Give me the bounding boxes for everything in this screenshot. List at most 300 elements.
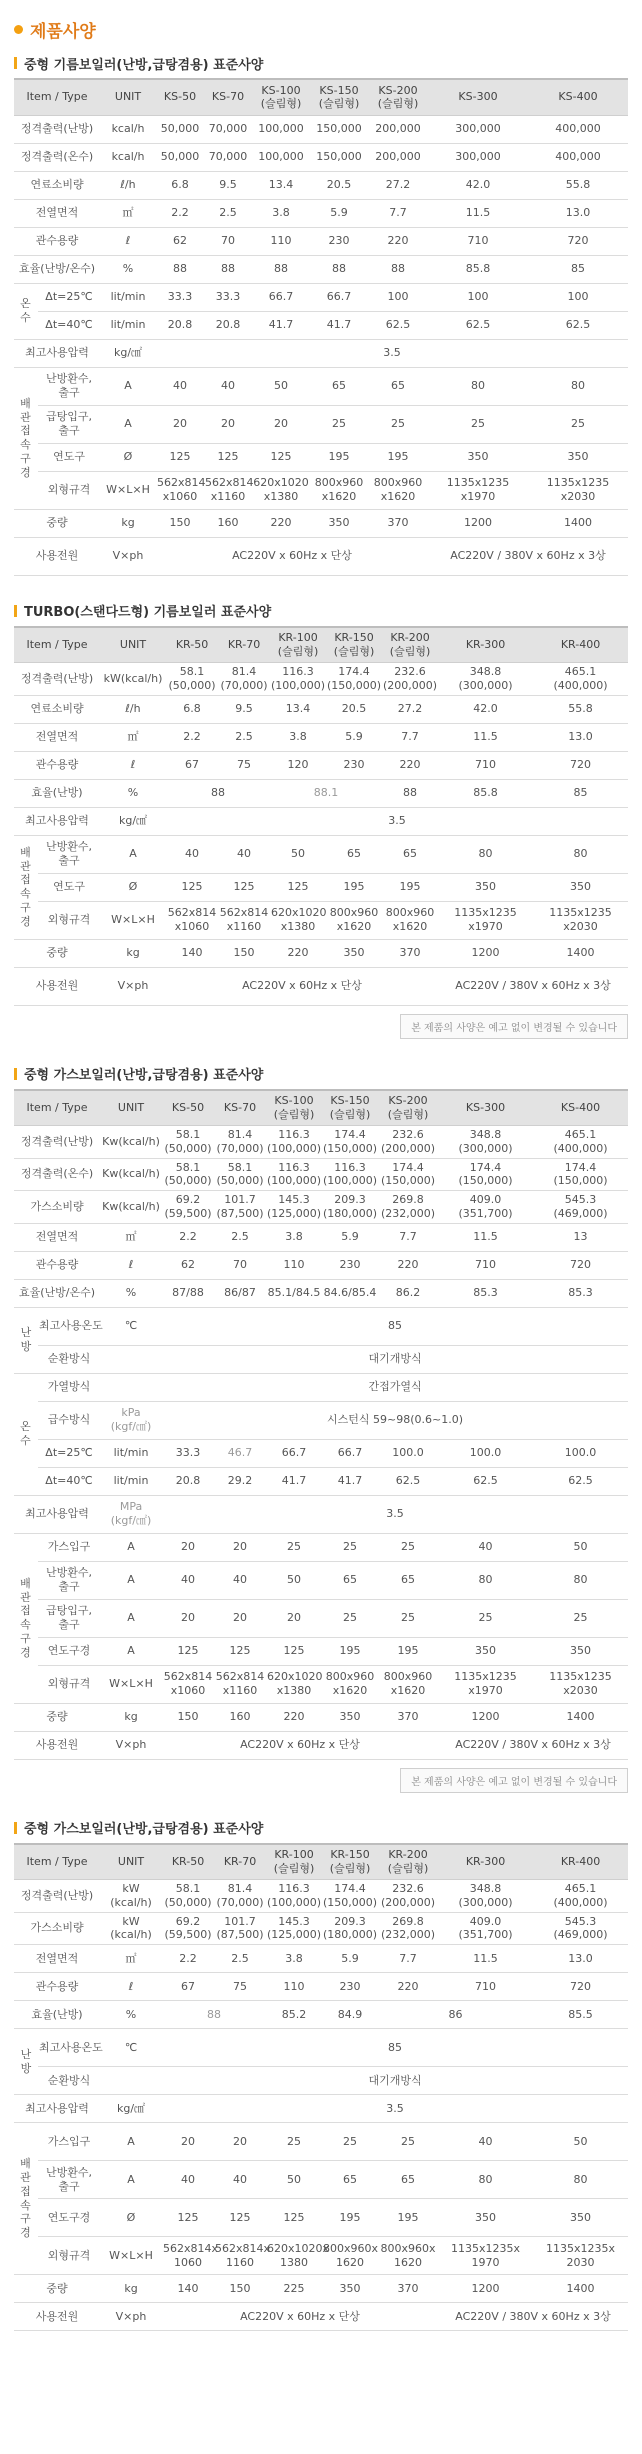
section-title-text: 중형 가스보일러(난방,급탕겸용) 표준사양 bbox=[24, 1068, 264, 1083]
table-row bbox=[14, 115, 628, 143]
value-cell: 1135x1235 x2030 bbox=[533, 1665, 628, 1703]
table-header-row bbox=[14, 1844, 628, 1880]
value-cell: AC220V / 380V x 60Hz x 3상 bbox=[438, 967, 628, 1005]
header-cell: KR-150 (슬림형) bbox=[322, 1844, 378, 1880]
row-label: 사용전원 bbox=[14, 537, 100, 575]
unit-cell: ℓ/h bbox=[100, 695, 166, 723]
value-cell: 101.7 (87,500) bbox=[214, 1191, 266, 1224]
unit-cell: W×L×H bbox=[100, 1665, 162, 1703]
header-cell: KS-50 bbox=[162, 1090, 214, 1126]
value-cell: 195 bbox=[378, 2199, 438, 2237]
value-cell: 5.9 bbox=[322, 1945, 378, 1973]
value-cell: 40 bbox=[438, 2123, 533, 2161]
value-cell: 100,000 bbox=[252, 115, 310, 143]
value-cell: 125 bbox=[162, 1637, 214, 1665]
row-label: 난방환수,출구 bbox=[38, 2161, 100, 2199]
value-cell: 20.5 bbox=[310, 171, 368, 199]
table-row bbox=[14, 939, 628, 967]
unit-cell: ℓ bbox=[100, 1973, 162, 2001]
unit-cell: A bbox=[100, 835, 166, 873]
value-cell: 562x814 x1060 bbox=[162, 1665, 214, 1703]
row-label: 최고사용압력 bbox=[14, 807, 100, 835]
value-cell: 1400 bbox=[533, 1703, 628, 1731]
value-cell: 1400 bbox=[533, 2275, 628, 2303]
unit-cell: kcal/h bbox=[100, 115, 156, 143]
group-label: 배관접속구경 bbox=[14, 1533, 38, 1703]
value-cell: 232.6 (200,000) bbox=[378, 1126, 438, 1159]
unit-cell bbox=[100, 1373, 162, 1401]
value-cell: 101.7 (87,500) bbox=[214, 1912, 266, 1945]
value-cell: 58.1 (50,000) bbox=[162, 1158, 214, 1191]
value-cell: 720 bbox=[528, 227, 628, 255]
row-label: Δt=25℃ bbox=[38, 283, 100, 311]
value-cell: 80 bbox=[533, 835, 628, 873]
value-cell: 710 bbox=[438, 751, 533, 779]
header-cell: KR-200 (슬림형) bbox=[382, 627, 438, 663]
header-cell: KR-200 (슬림형) bbox=[378, 1844, 438, 1880]
row-label: 최고사용압력 bbox=[14, 1495, 100, 1533]
value-cell: 230 bbox=[322, 1251, 378, 1279]
value-cell: 232.6 (200,000) bbox=[382, 663, 438, 696]
value-cell: 350 bbox=[310, 509, 368, 537]
header-cell: Item / Type bbox=[14, 627, 100, 663]
table-row bbox=[14, 255, 628, 283]
header-cell: UNIT bbox=[100, 1844, 162, 1880]
unit-cell: kg/㎠ bbox=[100, 339, 156, 367]
value-cell: 125 bbox=[204, 443, 252, 471]
value-cell: 562x814 x1160 bbox=[204, 471, 252, 509]
value-cell: 2.2 bbox=[156, 199, 204, 227]
value-cell: 620x1020 x1380 bbox=[270, 901, 326, 939]
value-cell: 25 bbox=[428, 405, 528, 443]
value-cell: 160 bbox=[204, 509, 252, 537]
value-cell: 41.7 bbox=[266, 1467, 322, 1495]
value-cell: 200,000 bbox=[368, 143, 428, 171]
oil-boiler-spec-table bbox=[14, 78, 628, 576]
value-cell: 1200 bbox=[438, 939, 533, 967]
row-label: 순환방식 bbox=[38, 1345, 100, 1373]
value-cell: 50 bbox=[270, 835, 326, 873]
value-cell: 800x960x 1620 bbox=[378, 2237, 438, 2275]
unit-cell bbox=[100, 2067, 162, 2095]
value-cell: 350 bbox=[438, 1637, 533, 1665]
value-cell: 25 bbox=[322, 1533, 378, 1561]
table-row bbox=[14, 1191, 628, 1224]
notice-text: 본 제품의 사양은 예고 없이 변경될 수 있습니다 bbox=[400, 1014, 628, 1039]
value-cell: 174.4 (150,000) bbox=[322, 1880, 378, 1913]
row-label: 전열면적 bbox=[14, 1945, 100, 1973]
value-cell: 5.9 bbox=[322, 1223, 378, 1251]
unit-cell: kg bbox=[100, 509, 156, 537]
value-cell: 125 bbox=[156, 443, 204, 471]
value-cell: 116.3 (100,000) bbox=[266, 1880, 322, 1913]
header-cell: Item / Type bbox=[14, 1844, 100, 1880]
oil-boiler-section-title bbox=[14, 54, 628, 72]
value-cell: 409.0 (351,700) bbox=[438, 1191, 533, 1224]
table-row bbox=[14, 2199, 628, 2237]
value-cell: 1200 bbox=[438, 2275, 533, 2303]
value-cell: 2.5 bbox=[218, 723, 270, 751]
value-cell: 710 bbox=[428, 227, 528, 255]
value-cell: 3.5 bbox=[162, 1495, 628, 1533]
value-cell: 2.5 bbox=[204, 199, 252, 227]
unit-cell: kcal/h bbox=[100, 143, 156, 171]
value-cell: 11.5 bbox=[438, 723, 533, 751]
unit-cell: W×L×H bbox=[100, 471, 156, 509]
value-cell: 55.8 bbox=[528, 171, 628, 199]
value-cell: 3.8 bbox=[252, 199, 310, 227]
value-cell: 7.7 bbox=[382, 723, 438, 751]
header-cell: KS-300 bbox=[438, 1090, 533, 1126]
value-cell: 70,000 bbox=[204, 115, 252, 143]
header-cell: UNIT bbox=[100, 627, 166, 663]
value-cell: 465.1 (400,000) bbox=[533, 1880, 628, 1913]
value-cell: 66.7 bbox=[266, 1439, 322, 1467]
value-cell: 350 bbox=[322, 1703, 378, 1731]
value-cell: 269.8 (232,000) bbox=[378, 1912, 438, 1945]
table-row bbox=[14, 695, 628, 723]
value-cell: 150 bbox=[214, 2275, 266, 2303]
table-row bbox=[14, 339, 628, 367]
value-cell: 85.8 bbox=[438, 779, 533, 807]
value-cell: 70 bbox=[204, 227, 252, 255]
value-cell: 209.3 (180,000) bbox=[322, 1191, 378, 1224]
group-label: 배관접속구경 bbox=[14, 367, 38, 509]
value-cell: 174.4 (150,000) bbox=[322, 1126, 378, 1159]
table-row bbox=[14, 1279, 628, 1307]
value-cell: 3.5 bbox=[162, 2095, 628, 2123]
value-cell: 800x960 x1620 bbox=[326, 901, 382, 939]
unit-cell: A bbox=[100, 1561, 162, 1599]
value-cell: 125 bbox=[218, 873, 270, 901]
unit-cell: ㎡ bbox=[100, 1223, 162, 1251]
value-cell: 62.5 bbox=[528, 311, 628, 339]
row-label: 효율(난방) bbox=[14, 779, 100, 807]
unit-cell bbox=[100, 1345, 162, 1373]
value-cell: 84.9 bbox=[322, 2001, 378, 2029]
value-cell: 67 bbox=[162, 1973, 214, 2001]
header-cell: Item / Type bbox=[14, 1090, 100, 1126]
row-label: 중량 bbox=[14, 939, 100, 967]
value-cell: 350 bbox=[438, 2199, 533, 2237]
unit-cell: ㎡ bbox=[100, 199, 156, 227]
value-cell: 116.3 (100,000) bbox=[322, 1158, 378, 1191]
value-cell: 2.2 bbox=[166, 723, 218, 751]
header-cell: Item / Type bbox=[14, 79, 100, 115]
value-cell: AC220V / 380V x 60Hz x 3상 bbox=[428, 537, 628, 575]
row-label: 연도구경 bbox=[38, 1637, 100, 1665]
value-cell: 230 bbox=[326, 751, 382, 779]
value-cell: AC220V / 380V x 60Hz x 3상 bbox=[438, 2303, 628, 2331]
header-cell: KR-50 bbox=[166, 627, 218, 663]
value-cell: AC220V / 380V x 60Hz x 3상 bbox=[438, 1731, 628, 1759]
header-cell: KS-300 bbox=[428, 79, 528, 115]
unit-cell: Ø bbox=[100, 443, 156, 471]
section-title-text: TURBO(스탠다드형) 기름보일러 표준사양 bbox=[24, 605, 272, 620]
row-label: 효율(난방/온수) bbox=[14, 1279, 100, 1307]
unit-cell: ℓ/h bbox=[100, 171, 156, 199]
value-cell: 40 bbox=[438, 1533, 533, 1561]
value-cell: 562x814 x1060 bbox=[166, 901, 218, 939]
table-row bbox=[14, 807, 628, 835]
value-cell: 800x960 x1620 bbox=[378, 1665, 438, 1703]
unit-cell: ℓ bbox=[100, 227, 156, 255]
value-cell: 80 bbox=[438, 2161, 533, 2199]
value-cell: 1135x1235x 2030 bbox=[533, 2237, 628, 2275]
value-cell: 58.1 (50,000) bbox=[166, 663, 218, 696]
value-cell: 대기개방식 bbox=[162, 1345, 628, 1373]
table-row bbox=[14, 1599, 628, 1637]
value-cell: 100 bbox=[368, 283, 428, 311]
table-row bbox=[14, 143, 628, 171]
value-cell: 220 bbox=[378, 1973, 438, 2001]
table-row bbox=[14, 2237, 628, 2275]
table-row bbox=[14, 1703, 628, 1731]
value-cell: 195 bbox=[382, 873, 438, 901]
gas-boiler-kr-section-title bbox=[14, 1819, 628, 1837]
value-cell: 150 bbox=[156, 509, 204, 537]
value-cell: 720 bbox=[533, 751, 628, 779]
value-cell: 225 bbox=[266, 2275, 322, 2303]
value-cell: 88 bbox=[382, 779, 438, 807]
unit-cell: V×ph bbox=[100, 1731, 162, 1759]
value-cell: 125 bbox=[270, 873, 326, 901]
value-cell: 50 bbox=[533, 1533, 628, 1561]
value-cell: 350 bbox=[528, 443, 628, 471]
unit-cell: lit/min bbox=[100, 283, 156, 311]
value-cell: 125 bbox=[266, 2199, 322, 2237]
row-label: 효율(난방) bbox=[14, 2001, 100, 2029]
value-cell: 85 bbox=[528, 255, 628, 283]
value-cell: 800x960 x1620 bbox=[322, 1665, 378, 1703]
header-cell: KR-50 bbox=[162, 1844, 214, 1880]
header-cell: KS-70 bbox=[214, 1090, 266, 1126]
value-cell: 150 bbox=[162, 1703, 214, 1731]
value-cell: 174.4 (150,000) bbox=[438, 1158, 533, 1191]
value-cell: 116.3 (100,000) bbox=[270, 663, 326, 696]
table-row bbox=[14, 2275, 628, 2303]
unit-cell: kg/㎠ bbox=[100, 807, 166, 835]
value-cell: 65 bbox=[368, 367, 428, 405]
table-row bbox=[14, 405, 628, 443]
table-row bbox=[14, 509, 628, 537]
value-cell: 20.5 bbox=[326, 695, 382, 723]
row-label: 중량 bbox=[14, 509, 100, 537]
value-cell: 710 bbox=[438, 1251, 533, 1279]
row-label: 외형규격 bbox=[38, 471, 100, 509]
unit-cell: W×L×H bbox=[100, 901, 166, 939]
value-cell: 33.3 bbox=[156, 283, 204, 311]
value-cell: 562x814 x1060 bbox=[156, 471, 204, 509]
section-bar-icon bbox=[14, 1068, 17, 1080]
value-cell: 710 bbox=[438, 1973, 533, 2001]
row-label: 최고사용압력 bbox=[14, 2095, 100, 2123]
group-label: 난방 bbox=[14, 2029, 38, 2095]
table-row bbox=[14, 2095, 628, 2123]
group-label: 배관접속구경 bbox=[14, 2123, 38, 2275]
value-cell: 300,000 bbox=[428, 115, 528, 143]
value-cell: 20 bbox=[252, 405, 310, 443]
unit-cell: Kw(kcal/h) bbox=[100, 1158, 162, 1191]
value-cell: 145.3 (125,000) bbox=[266, 1912, 322, 1945]
unit-cell: kg bbox=[100, 2275, 162, 2303]
section-bar-icon bbox=[14, 605, 17, 617]
value-cell: 41.7 bbox=[310, 311, 368, 339]
row-label: 관수용량 bbox=[14, 1973, 100, 2001]
value-cell: 40 bbox=[162, 2161, 214, 2199]
gas-boiler-ks-spec-table bbox=[14, 1089, 628, 1760]
value-cell: 65 bbox=[378, 2161, 438, 2199]
value-cell: 대기개방식 bbox=[162, 2067, 628, 2095]
value-cell: 65 bbox=[310, 367, 368, 405]
value-cell: 13 bbox=[533, 1223, 628, 1251]
row-label: 급탕입구,출구 bbox=[38, 405, 100, 443]
value-cell: 81.4 (70,000) bbox=[214, 1126, 266, 1159]
value-cell: 20 bbox=[266, 1599, 322, 1637]
value-cell: 42.0 bbox=[428, 171, 528, 199]
value-cell: 350 bbox=[533, 873, 628, 901]
header-cell: KR-400 bbox=[533, 1844, 628, 1880]
value-cell: 7.7 bbox=[378, 1945, 438, 1973]
value-cell: 620x1020 x1380 bbox=[252, 471, 310, 509]
value-cell: 42.0 bbox=[438, 695, 533, 723]
unit-cell: A bbox=[100, 1533, 162, 1561]
value-cell: 20 bbox=[156, 405, 204, 443]
value-cell: 66.7 bbox=[322, 1439, 378, 1467]
value-cell: 시스턴식 59~98(0.6~1.0) bbox=[162, 1401, 628, 1439]
value-cell: 465.1 (400,000) bbox=[533, 663, 628, 696]
value-cell: 2.5 bbox=[214, 1223, 266, 1251]
value-cell: 125 bbox=[166, 873, 218, 901]
value-cell: 62.5 bbox=[533, 1467, 628, 1495]
row-label: 전열면적 bbox=[14, 1223, 100, 1251]
header-cell: KR-300 bbox=[438, 1844, 533, 1880]
table-row bbox=[14, 1158, 628, 1191]
value-cell: 1135x1235 x2030 bbox=[528, 471, 628, 509]
value-cell: 100.0 bbox=[533, 1439, 628, 1467]
value-cell: 465.1 (400,000) bbox=[533, 1126, 628, 1159]
value-cell: 58.1 (50,000) bbox=[214, 1158, 266, 1191]
table-row bbox=[14, 1373, 628, 1401]
value-cell: 350 bbox=[533, 1637, 628, 1665]
row-label: 가스소비량 bbox=[14, 1912, 100, 1945]
value-cell: 7.7 bbox=[378, 1223, 438, 1251]
value-cell: 88 bbox=[166, 779, 270, 807]
value-cell: 55.8 bbox=[533, 695, 628, 723]
value-cell: 11.5 bbox=[438, 1223, 533, 1251]
unit-cell: kg/㎠ bbox=[100, 2095, 162, 2123]
row-label: Δt=40℃ bbox=[38, 1467, 100, 1495]
table-row bbox=[14, 663, 628, 696]
value-cell: 50 bbox=[266, 1561, 322, 1599]
value-cell: 65 bbox=[382, 835, 438, 873]
group-label: 배관접속구경 bbox=[14, 835, 38, 939]
value-cell: 40 bbox=[214, 1561, 266, 1599]
row-label: 외형규격 bbox=[38, 901, 100, 939]
value-cell: 370 bbox=[378, 2275, 438, 2303]
row-label: 난방환수,출구 bbox=[38, 367, 100, 405]
unit-cell: A bbox=[100, 2161, 162, 2199]
value-cell: 350 bbox=[533, 2199, 628, 2237]
header-cell: KS-70 bbox=[204, 79, 252, 115]
row-label: 정격출력(난방) bbox=[14, 115, 100, 143]
value-cell: 85.3 bbox=[533, 1279, 628, 1307]
value-cell: 13.0 bbox=[533, 723, 628, 751]
value-cell: 195 bbox=[322, 2199, 378, 2237]
table-row bbox=[14, 751, 628, 779]
header-cell: KS-200 (슬림형) bbox=[378, 1090, 438, 1126]
value-cell: 545.3 (469,000) bbox=[533, 1912, 628, 1945]
unit-cell: Kw(kcal/h) bbox=[100, 1126, 162, 1159]
value-cell: 3.8 bbox=[266, 1945, 322, 1973]
value-cell: 62.5 bbox=[438, 1467, 533, 1495]
table-row bbox=[14, 471, 628, 509]
row-label: 가스입구 bbox=[38, 1533, 100, 1561]
unit-cell: % bbox=[100, 255, 156, 283]
value-cell: 220 bbox=[270, 939, 326, 967]
spec-change-notice bbox=[14, 1768, 628, 1793]
value-cell: 1200 bbox=[428, 509, 528, 537]
value-cell: 25 bbox=[438, 1599, 533, 1637]
value-cell: 85.3 bbox=[438, 1279, 533, 1307]
value-cell: 86 bbox=[378, 2001, 533, 2029]
value-cell: 20 bbox=[214, 2123, 266, 2161]
table-row bbox=[14, 2029, 628, 2067]
value-cell: 25 bbox=[378, 1599, 438, 1637]
value-cell: 150,000 bbox=[310, 143, 368, 171]
value-cell: 5.9 bbox=[310, 199, 368, 227]
value-cell: 1400 bbox=[528, 509, 628, 537]
value-cell: 25 bbox=[533, 1599, 628, 1637]
value-cell: 62 bbox=[162, 1251, 214, 1279]
value-cell: 41.7 bbox=[322, 1467, 378, 1495]
section-title-text: 중형 기름보일러(난방,급탕겸용) 표준사양 bbox=[24, 57, 264, 73]
value-cell: 100 bbox=[528, 283, 628, 311]
page-title-text: 제품사양 bbox=[30, 21, 96, 42]
group-label: 온수 bbox=[14, 1373, 38, 1495]
table-row bbox=[14, 1880, 628, 1913]
value-cell: 545.3 (469,000) bbox=[533, 1191, 628, 1224]
unit-cell: ㎡ bbox=[100, 723, 166, 751]
row-label: 정격출력(난방) bbox=[14, 1880, 100, 1913]
value-cell: 562x814 x1160 bbox=[214, 1665, 266, 1703]
value-cell: 620x1020x 1380 bbox=[266, 2237, 322, 2275]
value-cell: 66.7 bbox=[252, 283, 310, 311]
value-cell: 88.1 bbox=[270, 779, 382, 807]
value-cell: 100,000 bbox=[252, 143, 310, 171]
value-cell: 33.3 bbox=[162, 1439, 214, 1467]
value-cell: 25 bbox=[310, 405, 368, 443]
table-row bbox=[14, 367, 628, 405]
value-cell: 200,000 bbox=[368, 115, 428, 143]
value-cell: 348.8 (300,000) bbox=[438, 1880, 533, 1913]
value-cell: 160 bbox=[214, 1703, 266, 1731]
value-cell: 81.4 (70,000) bbox=[214, 1880, 266, 1913]
header-cell: KS-400 bbox=[528, 79, 628, 115]
value-cell: 13.4 bbox=[252, 171, 310, 199]
value-cell: 85.2 bbox=[266, 2001, 322, 2029]
table-row bbox=[14, 1731, 628, 1759]
value-cell: 62 bbox=[156, 227, 204, 255]
unit-cell: A bbox=[100, 2123, 162, 2161]
table-row bbox=[14, 1126, 628, 1159]
value-cell: 348.8 (300,000) bbox=[438, 1126, 533, 1159]
value-cell: 9.5 bbox=[218, 695, 270, 723]
value-cell: 116.3 (100,000) bbox=[266, 1158, 322, 1191]
value-cell: 1135x1235 x1970 bbox=[428, 471, 528, 509]
value-cell: 150,000 bbox=[310, 115, 368, 143]
table-row bbox=[14, 1345, 628, 1373]
